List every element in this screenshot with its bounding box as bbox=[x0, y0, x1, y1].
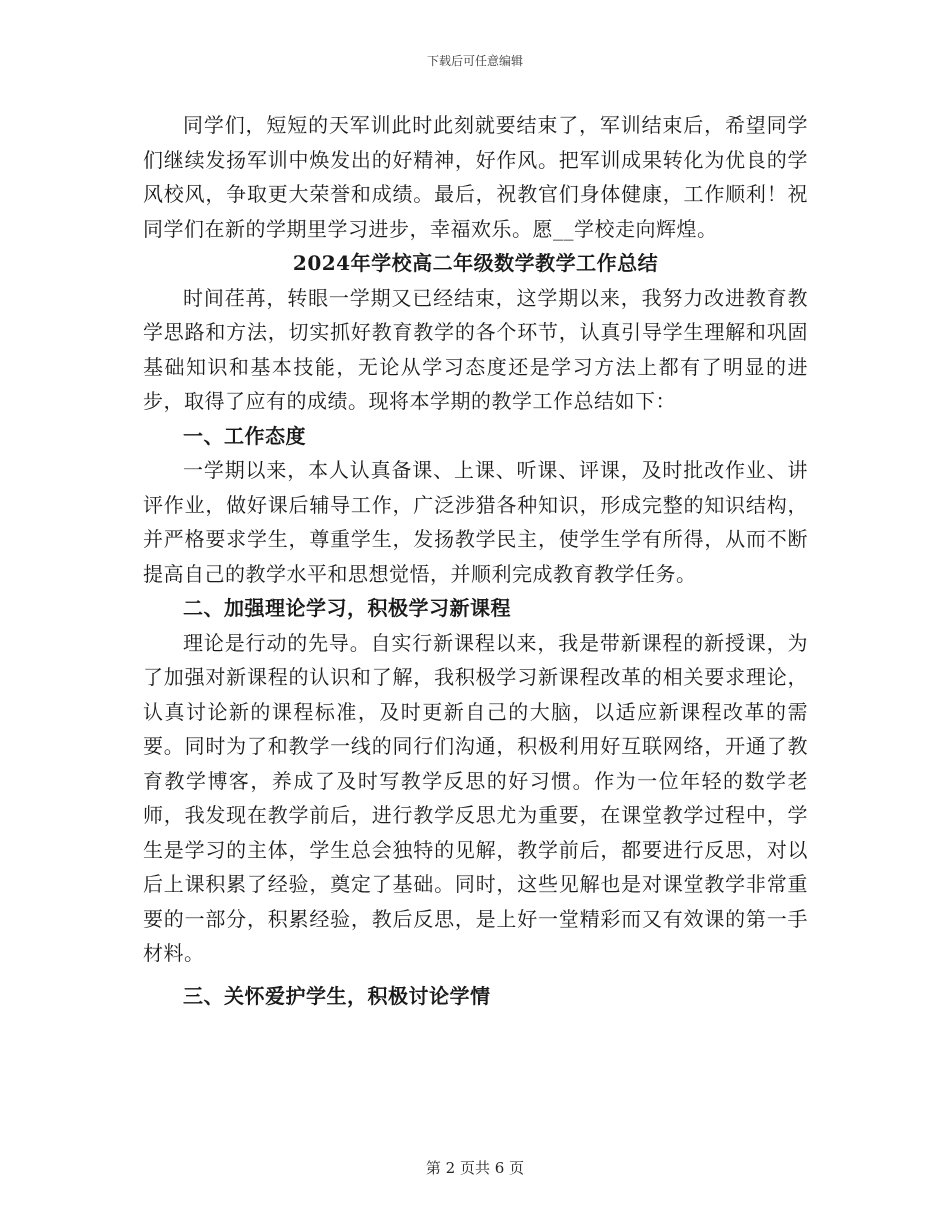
document-body bbox=[143, 108, 808, 1013]
page-header: 下载后可任意编辑 bbox=[426, 54, 523, 68]
section-heading-3: 三、关怀爱护学生，积极讨论学情 bbox=[183, 983, 491, 1008]
document-title: 2024年学校高二年级数学教学工作总结 bbox=[292, 251, 659, 275]
section-paragraph-2: 理论是行动的先导。自实行新课程以来，我是带新课程的新授课，为了加强对新课程的认识和了解，我积极学习新课程改革的相关要求理论，认真讨论新的课程标准，及时更新自己的大脑，以适应新课程改革的需要。同时为了和教学一线的同行们沟通，积极利用好互联网络，开通了教育教学博客，养成了及时写教学反思的好习惯。作为一位年轻的数学老师，我发现在教学前后，进行教学反思尤为重要，在课堂教学过程中，学生是学习的主体，学生总会独特的见解，教学前后，都要进行反思，对以后上课积累了经验，奠定了基础。同时，这些见解也是对课堂教学非常重要的一部分，积累经验，教后反思，是上好一堂精彩而又有效课的第一手材料。 bbox=[143, 630, 808, 965]
section-heading-1: 一、工作态度 bbox=[183, 423, 306, 448]
opening-paragraph: 时间荏苒，转眼一学期又已经结束，这学期以来，我努力改进教育教学思路和方法，切实抓好教育教学的各个环节，认真引导学生理解和巩固基础知识和基本技能，无论从学习态度还是学习方法上都有了明显的进步，取得了应有的成绩。现将本学期的教学工作总结如下： bbox=[143, 285, 808, 413]
page-footer: 第 2 页共 6 页 bbox=[425, 1159, 525, 1177]
section-heading-2: 二、加强理论学习，积极学习新课程 bbox=[183, 596, 511, 620]
section-paragraph-1: 一学期以来，本人认真备课、上课、听课、评课，及时批改作业、讲评作业，做好课后辅导工作，广泛涉猎各种知识，形成完整的知识结构，并严格要求学生，尊重学生，发扬教学民主，使学生学有所得，从而不断提高自己的教学水平和思想觉悟，并顺利完成教育教学任务。 bbox=[143, 458, 808, 586]
intro-paragraph: 同学们，短短的天军训此时此刻就要结束了，军训结束后，希望同学们继续发扬军训中焕发出的好精神，好作风。把军训成果转化为优良的学风校风，争取更大荣誉和成绩。最后，祝教官们身体健康，工作顺利！祝同学们在新的学期里学习进步，幸福欢乐。愿__学校走向辉煌。 bbox=[143, 113, 808, 241]
